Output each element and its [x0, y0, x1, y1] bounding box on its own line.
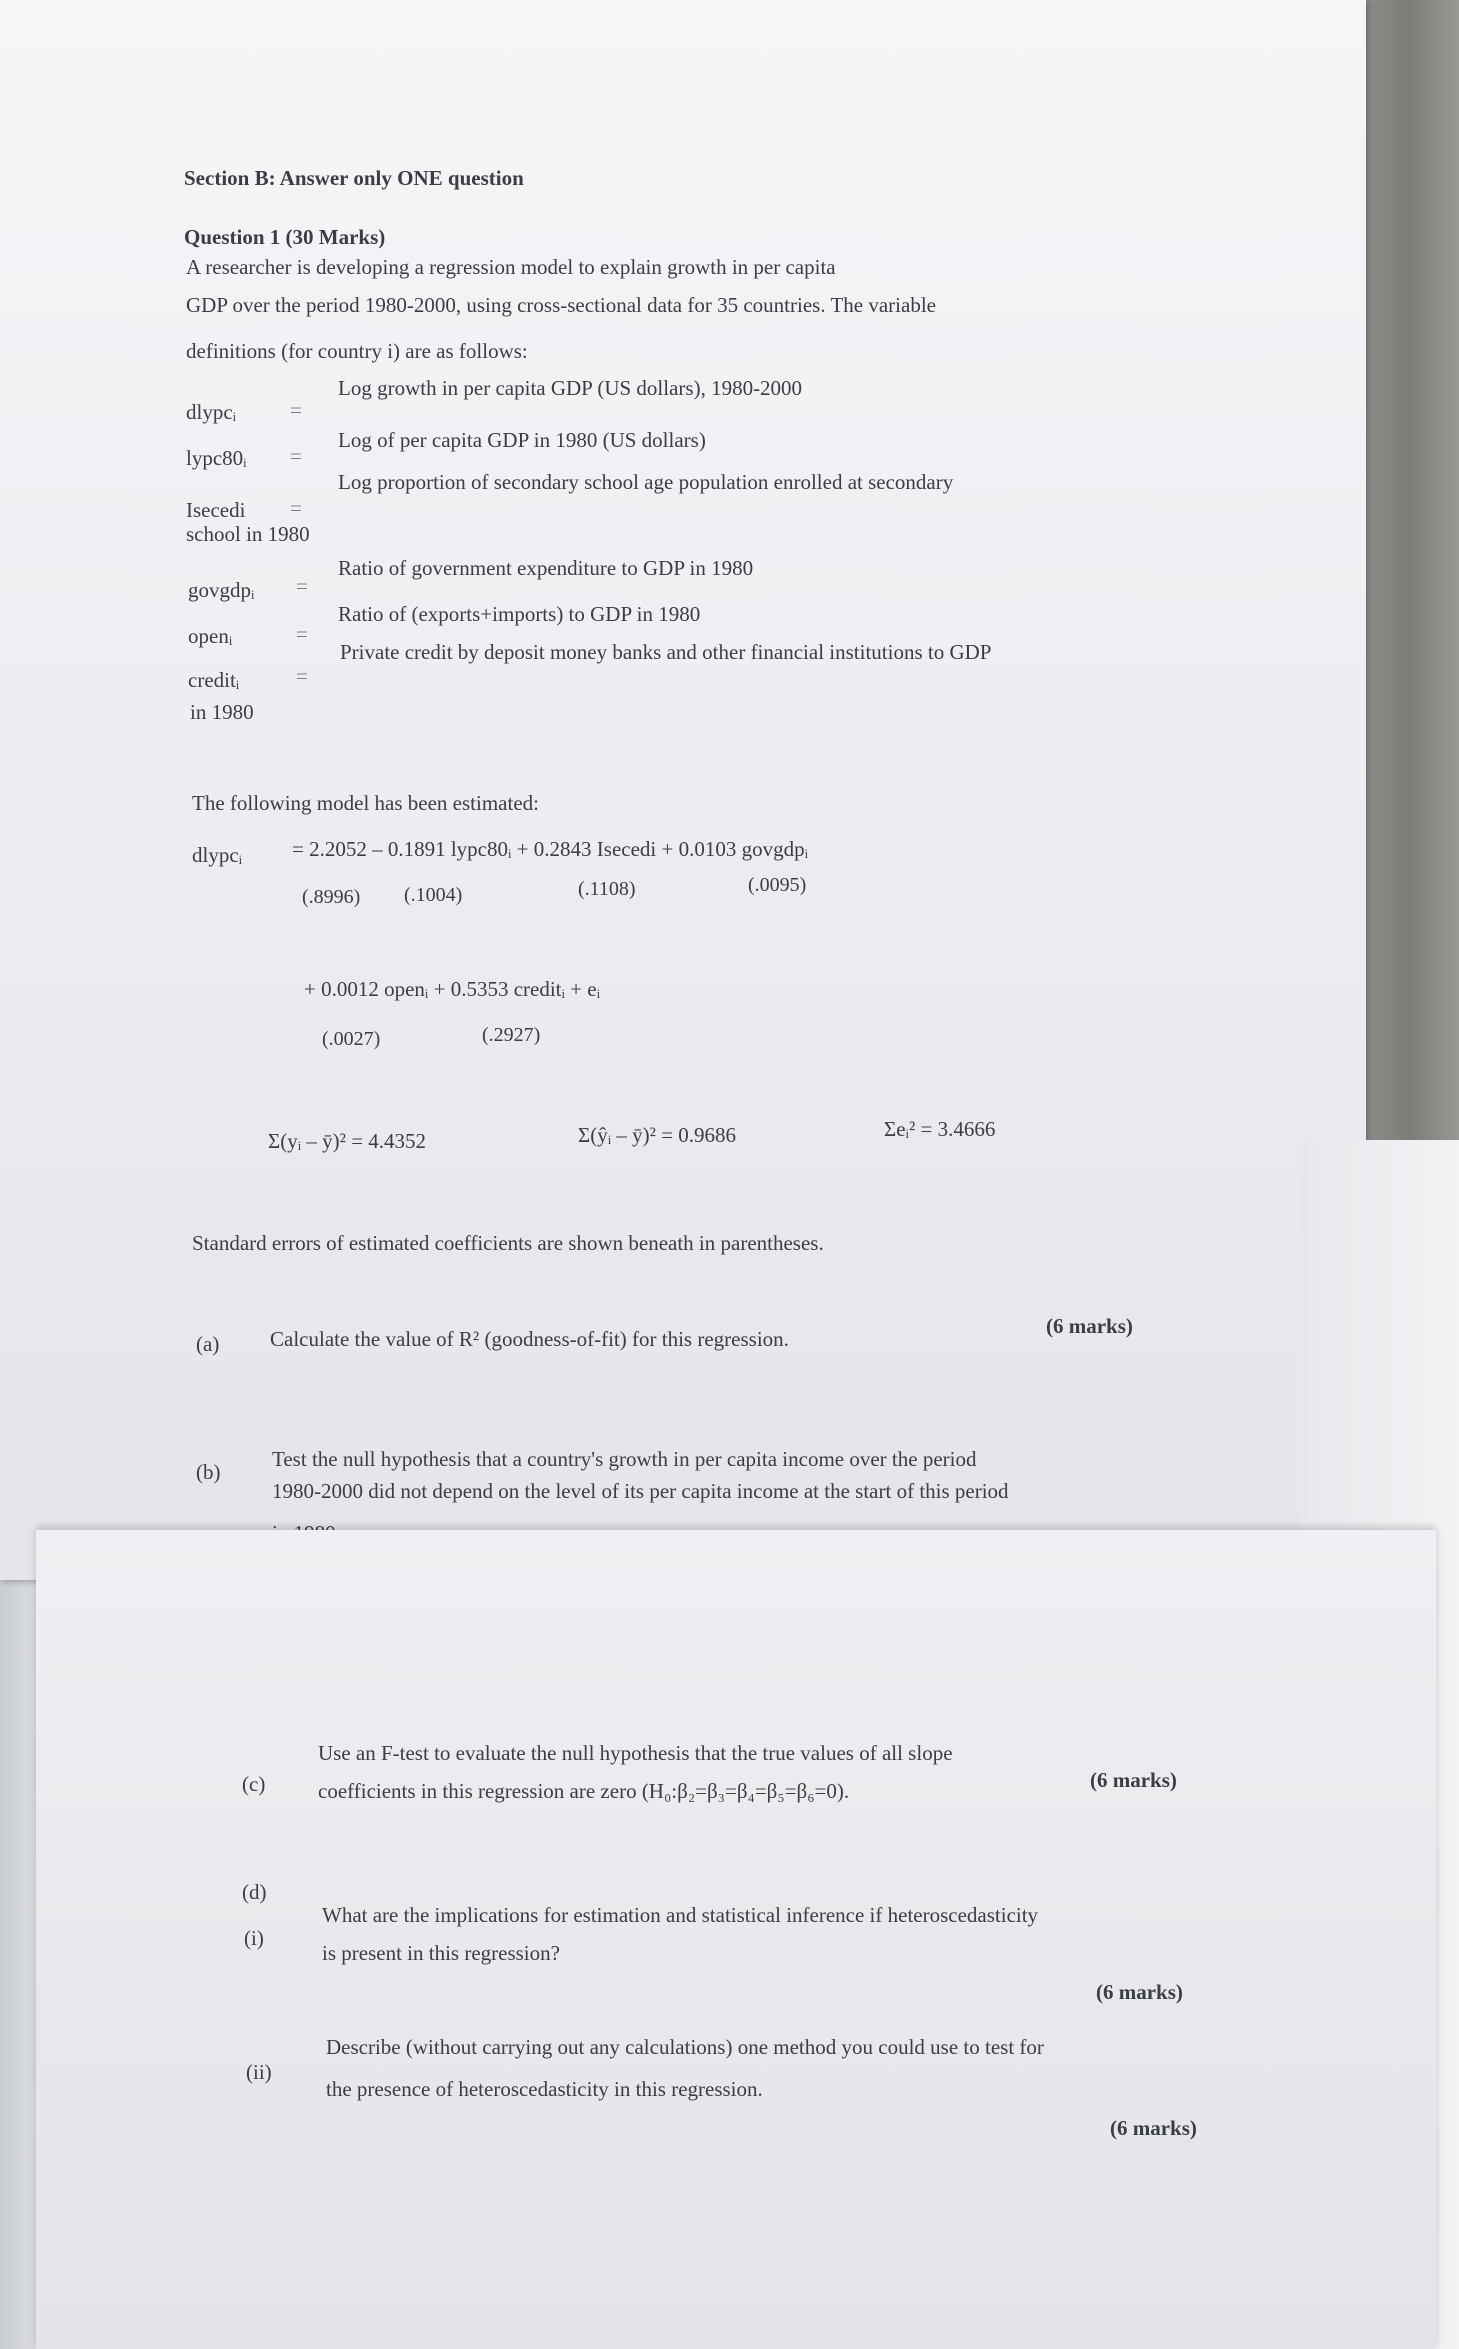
part-d-i-line-2: is present in this regression?: [322, 1941, 560, 1965]
part-d-label: (d): [242, 1880, 267, 1904]
part-a-marks: (6 marks): [1046, 1314, 1133, 1338]
def-text: Log proportion of secondary school age population enrolled at secondary: [338, 470, 954, 494]
def-equals: =: [296, 622, 308, 646]
part-b-line-2: 1980-2000 did not depend on the level of its per capita income at the start of this period: [272, 1479, 1009, 1503]
def-name: Isecedi: [186, 498, 246, 522]
def-equals: =: [290, 444, 302, 468]
part-d-ii-marks: (6 marks): [1110, 2116, 1197, 2140]
equation-line-1: = 2.2052 – 0.1891 lypc80ᵢ + 0.2843 Isecedi + 0.0103 govgdpᵢ: [292, 837, 809, 861]
part-a-text: Calculate the value of R² (goodness-of-fit) for this regression.: [270, 1327, 789, 1351]
def-name: creditᵢ: [188, 668, 240, 692]
intro-line-1: A researcher is developing a regression model to explain growth in per capita: [186, 255, 836, 279]
def-equals: =: [296, 664, 308, 688]
def-equals: =: [290, 496, 302, 520]
intro-line-3: definitions (for country i) are as follows:: [186, 339, 528, 363]
def-name: lypc80ᵢ: [186, 446, 247, 470]
part-b-label: (b): [196, 1460, 221, 1484]
part-c-line-1: Use an F-test to evaluate the null hypothesis that the true values of all slope: [318, 1741, 953, 1765]
part-d-ii-line-2: the presence of heteroscedasticity in this regression.: [326, 2077, 763, 2101]
se-isecedi: (.1108): [578, 878, 636, 900]
section-header: Section B: Answer only ONE question: [184, 166, 524, 190]
standard-errors-note: Standard errors of estimated coefficients are shown beneath in parentheses.: [192, 1231, 824, 1255]
part-d-i-line-1: What are the implications for estimation and statistical inference if heteroscedasticity: [322, 1903, 1039, 1927]
part-c-marks: (6 marks): [1090, 1768, 1177, 1792]
def-text: Private credit by deposit money banks and other financial institutions to GDP: [340, 640, 992, 664]
part-d-ii-label: (ii): [246, 2060, 272, 2084]
def-text-continued: school in 1980: [186, 522, 310, 546]
def-text: Ratio of (exports+imports) to GDP in 1980: [338, 602, 701, 626]
def-equals: =: [296, 574, 308, 598]
def-text: Log of per capita GDP in 1980 (US dollars): [338, 428, 706, 452]
total-sum-of-squares: Σ(yᵢ – ȳ)² = 4.4352: [268, 1129, 427, 1153]
se-credit: (.2927): [482, 1024, 541, 1046]
part-a-label: (a): [196, 1332, 220, 1356]
residual-sum-of-squares: Σeᵢ² = 3.4666: [884, 1117, 996, 1141]
equation-line-2: + 0.0012 openᵢ + 0.5353 creditᵢ + eᵢ: [304, 977, 601, 1001]
exam-page-3: [36, 1530, 1436, 2349]
part-c-line-2: coefficients in this regression are zero (H₀:β₂=β₃=β₄=β₅=β₆=0).: [318, 1779, 850, 1803]
background-right: [1360, 0, 1459, 1160]
def-text: Ratio of government expenditure to GDP in 1980: [338, 556, 754, 580]
def-equals: =: [290, 398, 302, 422]
part-d-i-marks: (6 marks): [1096, 1980, 1183, 2004]
se-lypc80: (.1004): [404, 884, 463, 906]
def-text-continued: in 1980: [190, 700, 254, 724]
part-d-i-label: (i): [244, 1926, 264, 1950]
def-name: openᵢ: [188, 624, 233, 648]
model-intro: The following model has been estimated:: [192, 791, 539, 815]
question-title: Question 1 (30 Marks): [184, 225, 386, 249]
def-text: Log growth in per capita GDP (US dollars), 1980-2000: [338, 376, 803, 400]
part-b-line-1: Test the null hypothesis that a country's growth in per capita income over the period: [272, 1447, 977, 1471]
intro-line-2: GDP over the period 1980-2000, using cross-sectional data for 35 countries. The variable: [186, 293, 936, 317]
equation-lhs: dlypcᵢ: [192, 843, 243, 867]
se-open: (.0027): [322, 1028, 381, 1050]
part-d-ii-line-1: Describe (without carrying out any calculations) one method you could use to test for: [326, 2035, 1044, 2059]
def-name: govgdpᵢ: [188, 578, 255, 602]
part-c-label: (c): [242, 1772, 266, 1796]
explained-sum-of-squares: Σ(ŷᵢ – ȳ)² = 0.9686: [578, 1123, 737, 1147]
def-name: dlypcᵢ: [186, 400, 237, 424]
se-govgdp: (.0095): [748, 874, 807, 896]
se-intercept: (.8996): [302, 886, 361, 908]
